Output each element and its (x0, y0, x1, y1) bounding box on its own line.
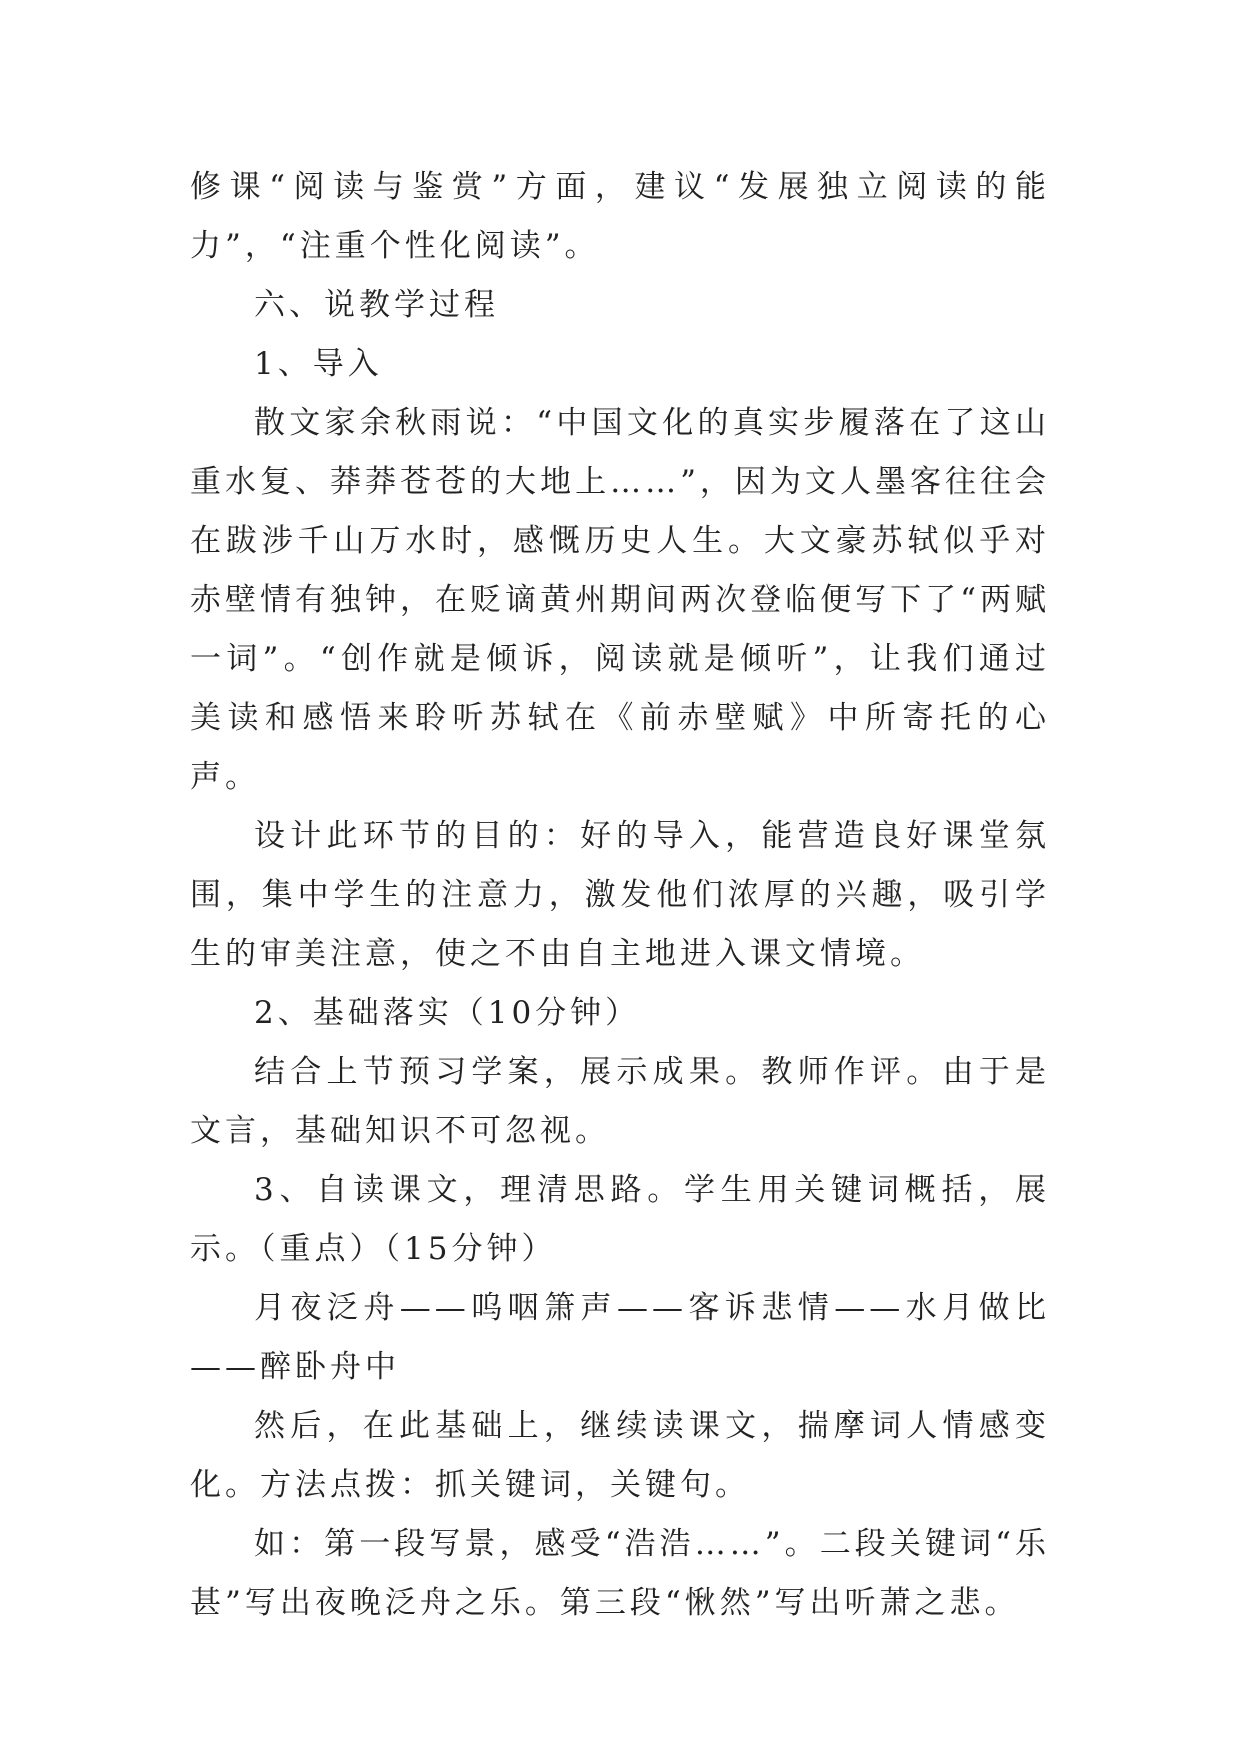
paragraph-outline: 月夜泛舟——呜咽箫声——客诉悲情——水月做比——醉卧舟中 (190, 1290, 1050, 1385)
paragraph-design-purpose: 设计此环节的目的：好的导入，能营造良好课堂氛围，集中学生的注意力，激发他们浓厚的兴趣，吸引学生的审美注意，使之不由自主地进入课文情境。 (190, 818, 1050, 972)
paragraph-1: 修课“阅读与鉴赏”方面，建议“发展独立阅读的能力”，“注重个性化阅读”。 (190, 169, 1050, 264)
document-page (190, 158, 1050, 1633)
paragraph-method: 然后，在此基础上，继续读课文，揣摩词人情感变化。方法点拨：抓关键词，关键句。 (190, 1408, 1050, 1503)
subheading-self-reading: 3、自读课文，理清思路。学生用关键词概括，展示。（重点）（15分钟） (190, 1172, 1050, 1267)
section-heading-teaching-process: 六、说教学过程 (254, 287, 499, 323)
subheading-introduction: 1、导入 (254, 346, 383, 382)
paragraph-introduction: 散文家余秋雨说：“中国文化的真实步履落在了这山重水复、莽莽苍苍的大地上……”，因为文人墨客往往会在跋涉千山万水时，感慨历史人生。大文豪苏轼似乎对赤壁情有独钟，在贬谪黄州期间两次登临便写下了“两赋一词”。“创作就是倾诉，阅读就是倾听”，让我们通过美读和感悟来聆听苏轼在《前赤壁赋》中所寄托的心声。 (190, 405, 1050, 795)
subheading-foundation: 2、基础落实（10分钟） (254, 995, 641, 1031)
paragraph-foundation: 结合上节预习学案，展示成果。教师作评。由于是文言，基础知识不可忽视。 (190, 1054, 1050, 1149)
paragraph-example: 如：第一段写景，感受“浩浩……”。二段关键词“乐甚”写出夜晚泛舟之乐。第三段“愀然”写出听萧之悲。 (190, 1526, 1050, 1621)
